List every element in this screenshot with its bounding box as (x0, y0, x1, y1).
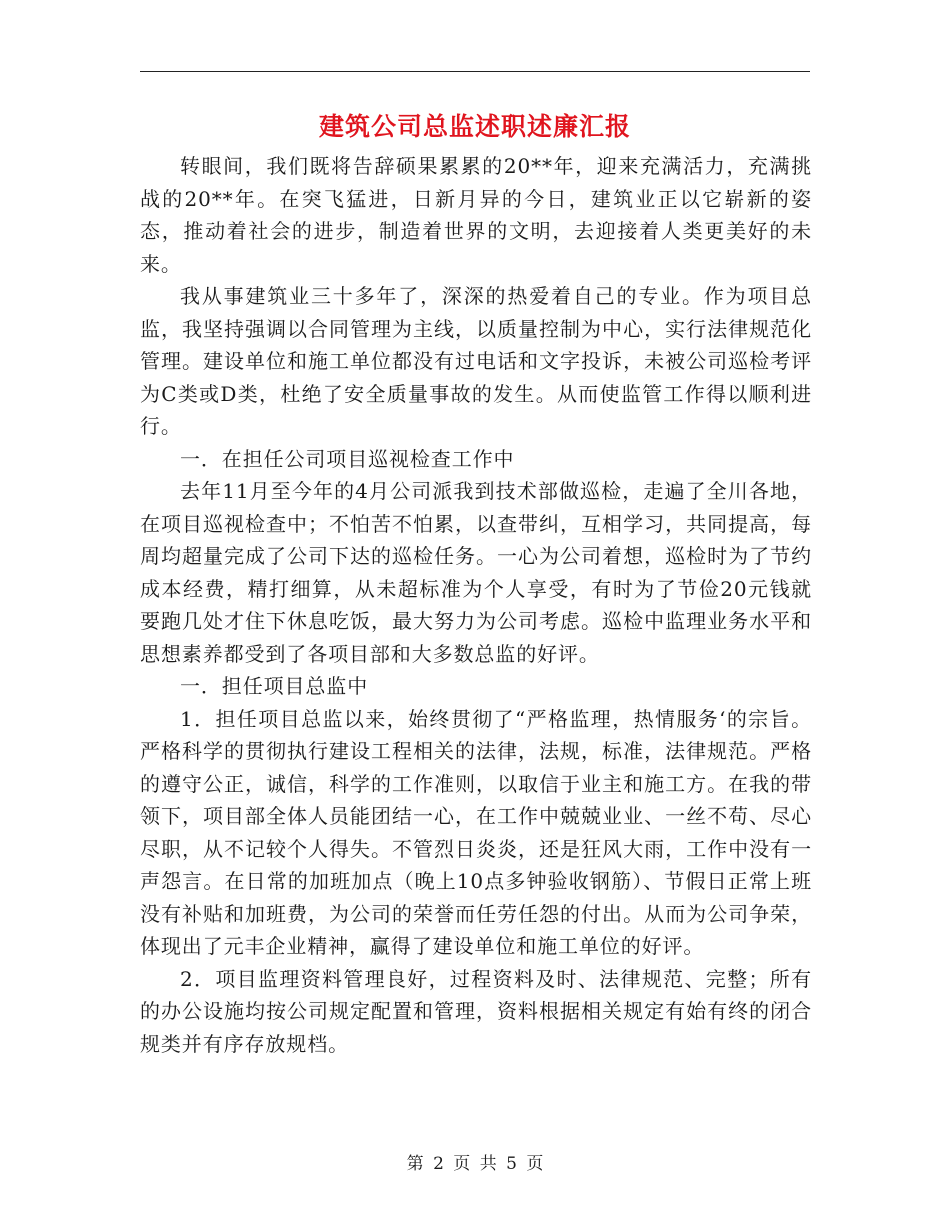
paragraph-career: 我从事建筑业三十多年了，深深的热爱着自己的专业。作为项目总监，我坚持强调以合同管理为主线，以质量控制为中心，实行法律规范化管理。建设单位和施工单位都没有过电话和文字投诉，未被公司巡检考评为C类或D类，杜绝了安全质量事故的发生。从而使监管工作得以顺利进行。 (140, 284, 812, 438)
header-rule (140, 71, 810, 72)
paragraph-director-2: 2．项目监理资料管理良好，过程资料及时、法律规范、完整；所有的办公设施均按公司规定配置和管理，资料根据相关规定有始有终的闭合规类并有序存放规档。 (140, 966, 812, 1056)
document-body (140, 150, 812, 1060)
document-title: 建筑公司总监述职述廉汇报 (318, 112, 631, 141)
section-heading-inspection: 一．在担任公司项目巡视检查工作中 (180, 446, 515, 471)
page-number: 第 2 页 共 5 页 (406, 1154, 544, 1174)
paragraph-intro: 转眼间，我们既将告辞硕果累累的20**年，迎来充满活力，充满挑战的20**年。在突飞猛进，日新月异的今日，建筑业正以它崭新的姿态，推动着社会的进步，制造着世界的文明，去迎接着人类更美好的未来。 (140, 154, 812, 276)
section-heading-director: 一．担任项目总监中 (180, 674, 369, 698)
paragraph-inspection: 去年11月至今年的4月公司派我到技术部做巡检，走遍了全川各地，在项目巡视检查中；不怕苦不怕累，以查带纠，互相学习，共同提高，每周均超量完成了公司下达的巡检任务。一心为公司着想，巡检时为了节约成本经费，精打细算，从未超标准为个人享受，有时为了节俭20元钱就要跑几处才住下休息吃饭，最大努力为公司考虑。巡检中监理业务水平和思想素养都受到了各项目部和大多数总监的好评。 (140, 479, 812, 666)
paragraph-director-1: 1．担任项目总监以来，始终贯彻了“严格监理，热情服务‘的宗旨。严格科学的贯彻执行建设工程相关的法律，法规，标准，法律规范。严格的遵守公正，诚信，科学的工作准则，以取信于业主和施工方。在我的带领下，项目部全体人员能团结一心，在工作中兢兢业业、一丝不苟、尽心尽职，从不记较个人得失。不管烈日炎炎，还是狂风大雨，工作中没有一声怨言。在日常的加班加点（晚上10点多钟验收钢筋）、节假日正常上班没有补贴和加班费，为公司的荣誉而任劳任怨的付出。从而为公司争荣，体现出了元丰企业精神，赢得了建设单位和施工单位的好评。 (140, 706, 812, 958)
